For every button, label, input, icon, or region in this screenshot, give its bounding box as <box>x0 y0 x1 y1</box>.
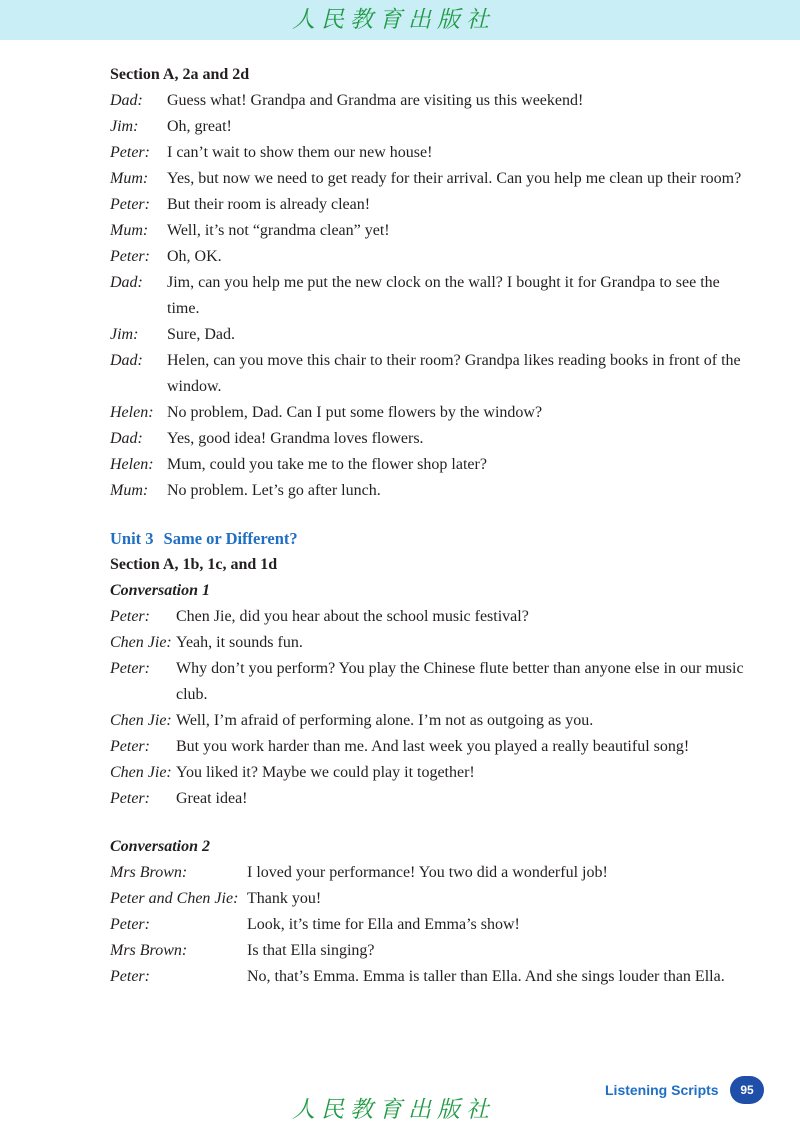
utterance-text: Sure, Dad. <box>167 326 235 343</box>
speaker-name: Peter: <box>110 248 150 265</box>
speaker-name: Peter: <box>110 660 150 677</box>
utterance-text: Chen Jie, did you hear about the school music festival? <box>176 608 529 625</box>
speaker-name: Mum: <box>110 482 149 499</box>
speaker-name: Helen: <box>110 456 154 473</box>
utterance-text: Guess what! Grandpa and Grandma are visiting us this weekend! <box>167 92 584 109</box>
dialogue-line <box>110 88 750 114</box>
utterance-text: Great idea! <box>176 790 248 807</box>
utterance-text: Mum, could you take me to the flower shop later? <box>167 456 487 473</box>
unit-name: Same or Different? <box>163 529 298 548</box>
utterance-text: Jim, can you help me put the new clock on the wall? I bought it for Grandpa to see the time. <box>167 274 720 317</box>
dialogue-line <box>110 114 750 140</box>
speaker-name: Chen Jie: <box>110 634 172 651</box>
conversation-2-title: Conversation 2 <box>110 838 211 855</box>
utterance-text: Oh, OK. <box>167 248 222 265</box>
dialogue-line <box>110 708 750 734</box>
speaker-name: Jim: <box>110 326 139 343</box>
utterance-text: Look, it’s time for Ella and Emma’s show! <box>247 916 520 933</box>
unit-number: Unit 3 <box>110 529 154 548</box>
footer-label: Listening Scripts <box>605 1082 719 1098</box>
dialogue-line <box>110 860 750 886</box>
speaker-name: Chen Jie: <box>110 712 172 729</box>
dialogue-line <box>110 322 750 348</box>
speaker-name: Peter: <box>110 196 150 213</box>
publisher-logo-footer: 人民教育出版社 <box>292 1097 495 1123</box>
utterance-text: But you work harder than me. And last week you played a really beautiful song! <box>176 738 690 755</box>
dialogue-line <box>110 192 750 218</box>
script-content <box>110 62 750 990</box>
dialogue-line <box>110 218 750 244</box>
conversation-1-title: Conversation 1 <box>110 582 211 599</box>
dialogue-line <box>110 478 750 504</box>
speaker-name: Peter: <box>110 608 150 625</box>
unit3-section-title: Section A, 1b, 1c, and 1d <box>110 556 278 573</box>
utterance-text: I can’t wait to show them our new house! <box>167 144 433 161</box>
dialogue-line <box>110 348 750 400</box>
speaker-name: Peter: <box>110 144 150 161</box>
utterance-text: I loved your performance! You two did a wonderful job! <box>247 864 608 881</box>
speaker-name: Peter: <box>110 790 150 807</box>
utterance-text: Helen, can you move this chair to their room? Grandpa likes reading books in front of the window. <box>167 352 741 395</box>
utterance-text: Thank you! <box>247 890 322 907</box>
speaker-name: Dad: <box>110 430 143 447</box>
dialogue-line <box>110 786 750 812</box>
speaker-name: Peter: <box>110 916 150 933</box>
utterance-text: Well, it’s not “grandma clean” yet! <box>167 222 390 239</box>
speaker-name: Mum: <box>110 170 149 187</box>
utterance-text: Yeah, it sounds fun. <box>176 634 303 651</box>
dialogue-line <box>110 630 750 656</box>
dialogue-line <box>110 938 750 964</box>
speaker-name: Jim: <box>110 118 139 135</box>
page-number-badge: 95 <box>730 1076 764 1104</box>
dialogue-line <box>110 244 750 270</box>
utterance-text: Is that Ella singing? <box>247 942 375 959</box>
dialogue-line <box>110 604 750 630</box>
dialogue-line <box>110 270 750 322</box>
utterance-text: No, that’s Emma. Emma is taller than Ella. And she sings louder than Ella. <box>247 968 725 985</box>
utterance-text: Well, I’m afraid of performing alone. I’m not as outgoing as you. <box>176 712 594 729</box>
dialogue-line <box>110 912 750 938</box>
section-a-title: Section A, 2a and 2d <box>110 66 250 83</box>
utterance-text: You liked it? Maybe we could play it together! <box>176 764 475 781</box>
speaker-name: Peter and Chen Jie: <box>110 890 239 907</box>
dialogue-line <box>110 734 750 760</box>
unit-title <box>110 526 750 552</box>
utterance-text: Yes, good idea! Grandma loves flowers. <box>167 430 424 447</box>
dialogue-line <box>110 760 750 786</box>
speaker-name: Dad: <box>110 352 143 369</box>
dialogue-line <box>110 886 750 912</box>
utterance-text: No problem, Dad. Can I put some flowers by the window? <box>167 404 543 421</box>
speaker-name: Chen Jie: <box>110 764 172 781</box>
dialogue-line <box>110 140 750 166</box>
publisher-logo: 人民教育出版社 <box>292 7 495 33</box>
utterance-text: But their room is already clean! <box>167 196 371 213</box>
speaker-name: Peter: <box>110 968 150 985</box>
utterance-text: Oh, great! <box>167 118 232 135</box>
speaker-name: Dad: <box>110 92 143 109</box>
speaker-name: Dad: <box>110 274 143 291</box>
dialogue-line <box>110 452 750 478</box>
speaker-name: Mrs Brown: <box>110 864 188 881</box>
dialogue-line <box>110 964 750 990</box>
utterance-text: Why don’t you perform? You play the Chinese flute better than anyone else in our music club. <box>176 660 744 703</box>
conversation-1-dialogue <box>110 604 750 812</box>
conversation-2-dialogue <box>110 860 750 990</box>
utterance-text: No problem. Let’s go after lunch. <box>167 482 381 499</box>
dialogue-line <box>110 166 750 192</box>
dialogue-line <box>110 426 750 452</box>
speaker-name: Peter: <box>110 738 150 755</box>
dialogue-line <box>110 656 750 708</box>
speaker-name: Helen: <box>110 404 154 421</box>
utterance-text: Yes, but now we need to get ready for their arrival. Can you help me clean up their room? <box>167 170 742 187</box>
dialogue-line <box>110 400 750 426</box>
section-a-dialogue <box>110 88 750 504</box>
speaker-name: Mrs Brown: <box>110 942 188 959</box>
speaker-name: Mum: <box>110 222 149 239</box>
